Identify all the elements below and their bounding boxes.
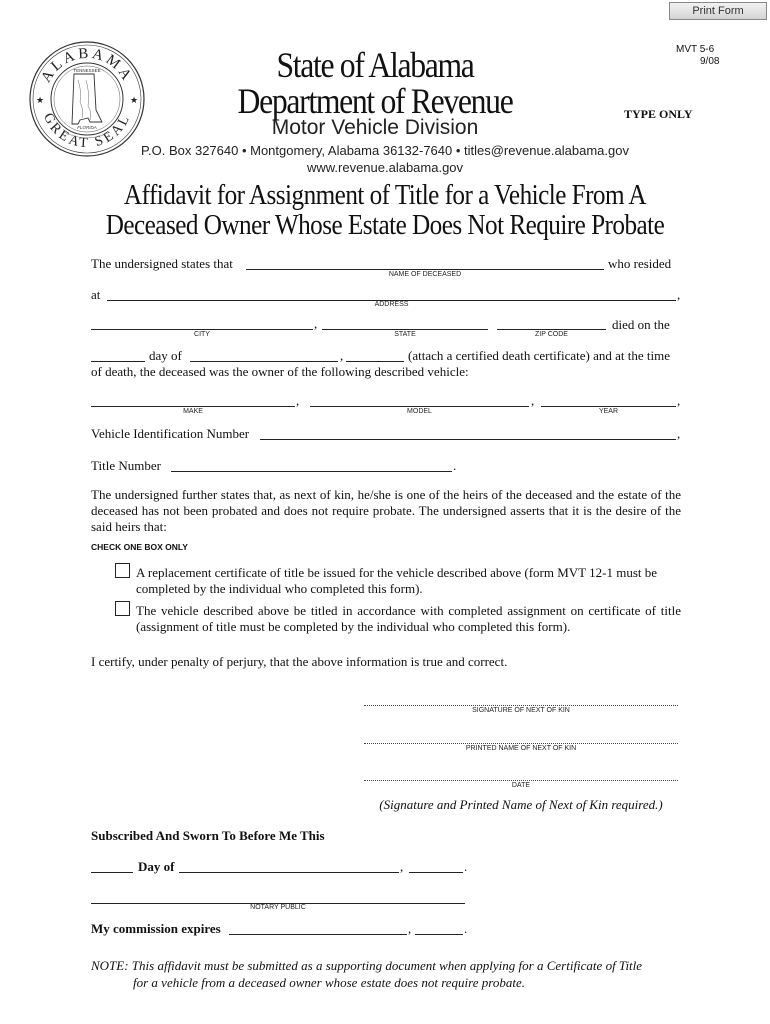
affidavit-title-line1: Affidavit for Assignment of Title for a Vehicle From A — [123, 180, 647, 211]
signature-required-note: (Signature and Printed Name of Next of Kin required.) — [379, 797, 663, 812]
died-on-label: died on the — [612, 317, 670, 332]
model-caption: MODEL — [407, 408, 432, 415]
svg-text:GREAT SEAL: GREAT SEAL — [40, 110, 134, 152]
address-comma: , — [677, 287, 681, 302]
title-number-field[interactable] — [171, 471, 452, 472]
day-of-label: day of — [149, 348, 182, 363]
model-comma: , — [531, 393, 535, 408]
option-assignment-text: The vehicle described above be titled in accordance with completed assignment on certificate of title (assignment of title must be completed by the individual who completed this form). — [136, 603, 681, 634]
vin-field[interactable] — [260, 439, 676, 440]
form-date: 9/08 — [700, 56, 720, 67]
printed-name-field[interactable] — [364, 743, 678, 744]
death-day-field[interactable] — [91, 361, 145, 362]
who-resided-label: who resided — [608, 256, 672, 271]
year-caption: YEAR — [598, 408, 619, 415]
at-label: at — [91, 287, 101, 302]
death-owner-text: of death, the deceased was the owner of the following described vehicle: — [91, 364, 469, 379]
option-assignment-checkbox[interactable] — [115, 601, 130, 616]
make-field[interactable] — [91, 406, 295, 407]
death-year-field[interactable] — [346, 361, 404, 362]
certify-statement: I certify, under penalty of perjury, that the above information is true and correct. — [91, 654, 508, 669]
check-one-label: CHECK ONE BOX ONLY — [91, 542, 188, 552]
year-field[interactable] — [541, 406, 676, 407]
svg-text:FLORIDA: FLORIDA — [77, 125, 97, 130]
note-line2: for a vehicle from a deceased owner whose estate does not require probate. — [133, 975, 525, 990]
header-division: Motor Vehicle Division — [271, 116, 479, 139]
type-only-label: TYPE ONLY — [624, 107, 693, 121]
month-comma: , — [340, 348, 344, 363]
city-field[interactable] — [91, 329, 313, 330]
deceased-name-field[interactable] — [246, 269, 604, 270]
notary-year-field[interactable] — [409, 872, 463, 873]
form-number: MVT 5-6 — [676, 44, 715, 55]
attach-certificate-text: (attach a certified death certificate) and at the time — [408, 348, 671, 363]
svg-text:★: ★ — [130, 95, 139, 105]
vin-label: Vehicle Identification Number — [91, 426, 250, 441]
further-states-paragraph: The undersigned further states that, as next of kin, he/she is one of the heirs of the deceased and the estate of the deceased has not been probated and does not require probate. The undersigned asserts that it is the desire of the said heirs that: — [91, 487, 681, 534]
option-replacement-text: A replacement certificate of title be issued for the vehicle described above (form MVT 12-1 must be completed by the individual who completed this form). — [136, 565, 658, 596]
print-form-button[interactable]: Print Form — [669, 2, 767, 20]
deceased-name-caption: NAME OF DECEASED — [388, 271, 462, 278]
notary-year-period: . — [464, 859, 468, 874]
svg-text:TENNESSEE: TENNESSEE — [73, 68, 101, 73]
svg-text:ALABAMA: ALABAMA — [38, 45, 136, 86]
undersigned-label: The undersigned states that — [91, 256, 233, 271]
city-caption: CITY — [194, 331, 210, 338]
header-address: P.O. Box 327640 • Montgomery, Alabama 36132-7640 • titles@revenue.alabama.gov — [141, 143, 629, 158]
title-number-label: Title Number — [91, 458, 161, 473]
commission-date-field[interactable] — [229, 934, 407, 935]
affidavit-title-line2: Deceased Owner Whose Estate Does Not Require Probate — [105, 210, 665, 241]
address-caption: ADDRESS — [374, 301, 409, 308]
header-website: www.revenue.alabama.gov — [306, 160, 464, 175]
notary-public-caption: NOTARY PUBLIC — [250, 904, 306, 911]
make-comma: , — [296, 393, 300, 408]
notary-month-field[interactable] — [179, 872, 399, 873]
date-field[interactable] — [364, 780, 678, 781]
zip-field[interactable] — [497, 329, 606, 330]
signature-field[interactable] — [364, 705, 678, 706]
notary-day-field[interactable] — [91, 872, 133, 873]
notary-month-comma: , — [400, 859, 404, 874]
state-caption: STATE — [394, 331, 416, 338]
header-department: Department of Revenue — [237, 81, 513, 121]
make-caption: MAKE — [183, 408, 203, 415]
title-number-period: . — [453, 458, 457, 473]
vin-comma: , — [677, 426, 681, 441]
notary-day-of-label: Day of — [138, 859, 175, 874]
note-line1: NOTE: This affidavit must be submitted as a supporting document when applying for a Certificate of Title — [91, 958, 643, 973]
date-caption: DATE — [511, 782, 531, 789]
commission-period: . — [464, 921, 468, 936]
city-comma: , — [314, 316, 318, 331]
commission-year-field[interactable] — [415, 934, 463, 935]
death-month-field[interactable] — [190, 361, 338, 362]
sworn-label: Subscribed And Sworn To Before Me This — [91, 828, 325, 843]
svg-text:★: ★ — [36, 95, 45, 105]
state-field[interactable] — [322, 329, 488, 330]
header-state: State of Alabama — [276, 45, 474, 85]
model-field[interactable] — [310, 406, 529, 407]
option-replacement-checkbox[interactable] — [115, 563, 130, 578]
year-comma: , — [677, 393, 681, 408]
signature-caption: SIGNATURE OF NEXT OF KIN — [472, 707, 570, 714]
printed-name-caption: PRINTED NAME OF NEXT OF KIN — [465, 745, 577, 752]
commission-comma: , — [408, 921, 412, 936]
zip-caption: ZIP CODE — [535, 331, 568, 338]
commission-expires-label: My commission expires — [91, 921, 221, 936]
